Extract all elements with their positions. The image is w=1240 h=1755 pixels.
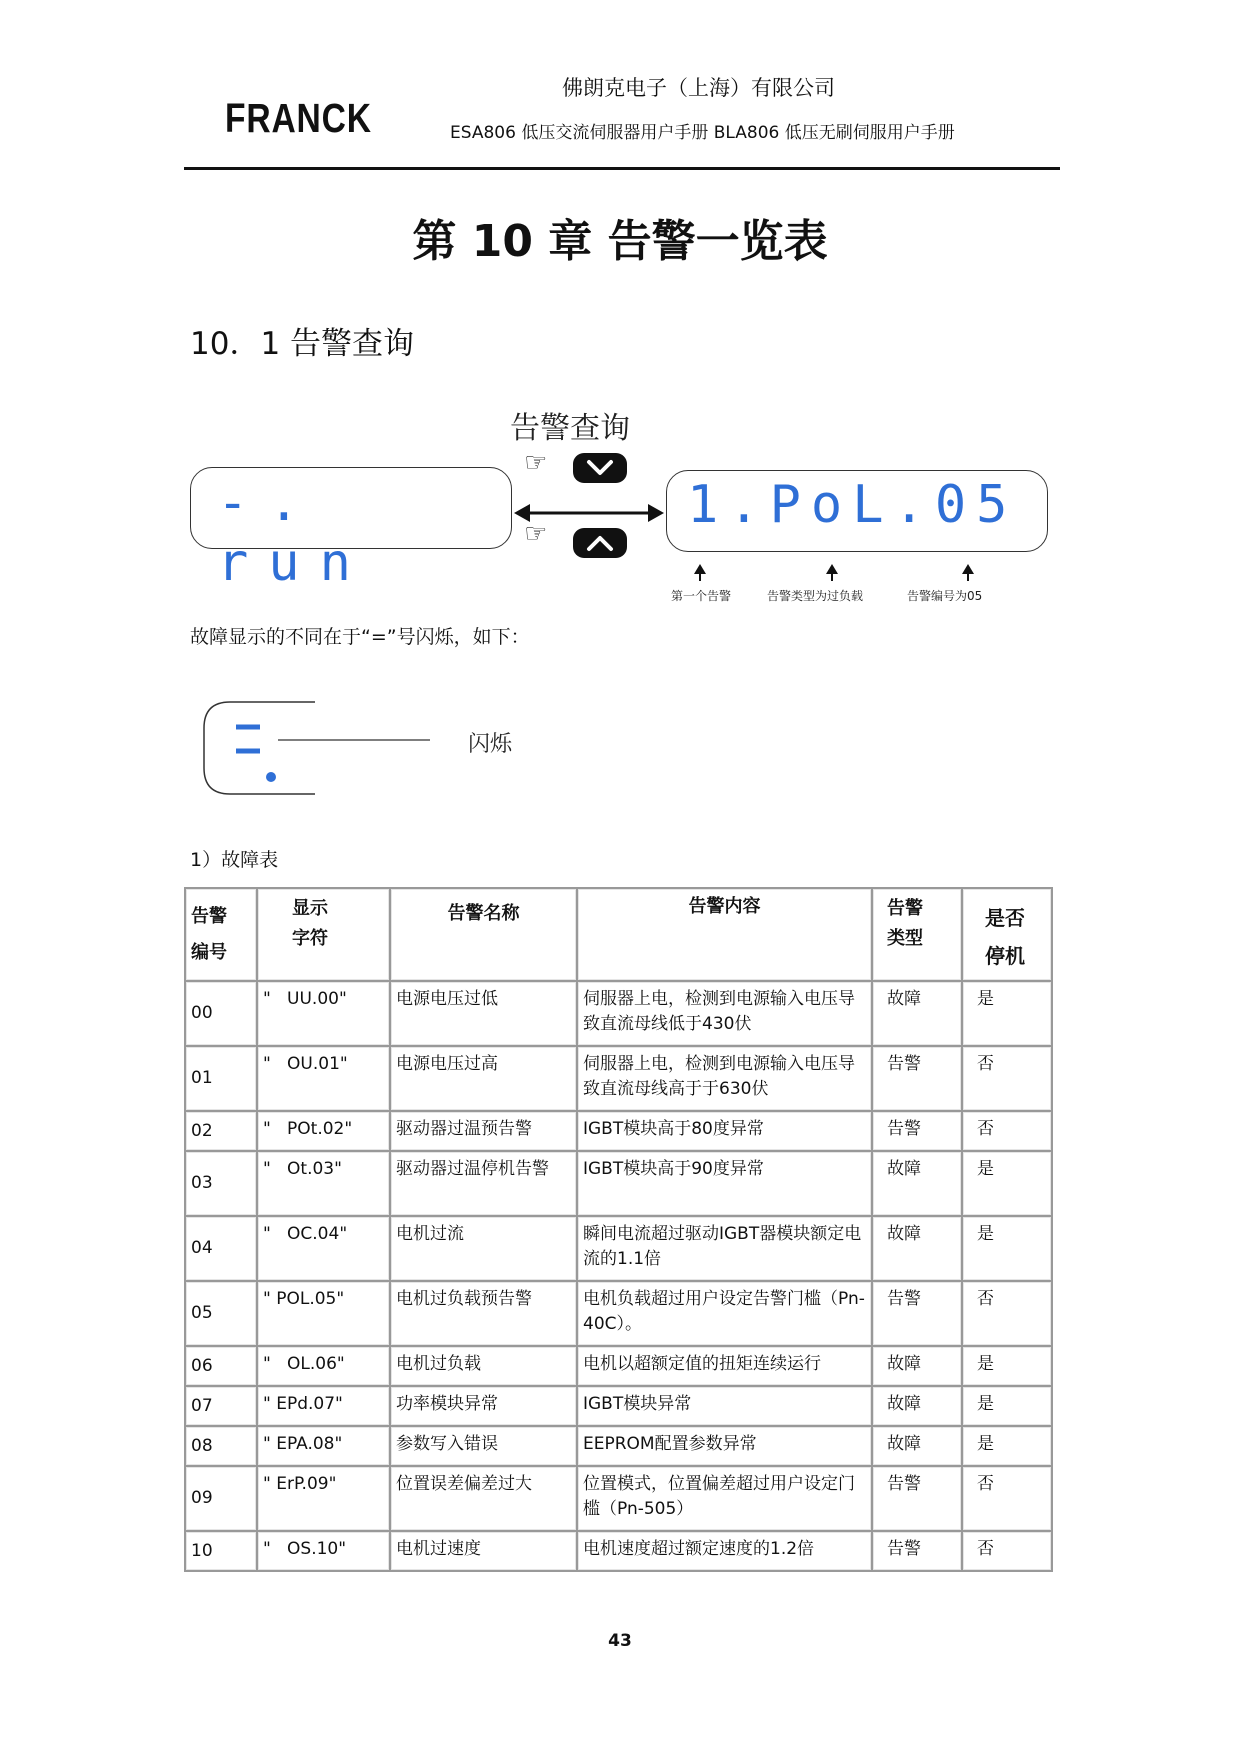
alarm-type-cell: 告警 [872, 1046, 962, 1111]
alarm-number-cell: 06 [185, 1346, 257, 1386]
stop-cell: 是 [962, 1346, 1052, 1386]
alarm-number-cell: 08 [185, 1426, 257, 1466]
right-lcd-text: 1.PoL.05 [687, 475, 1018, 535]
alarm-content-cell: IGBT模块异常 [577, 1386, 872, 1426]
stop-cell: 是 [962, 1216, 1052, 1281]
stop-cell: 否 [962, 1281, 1052, 1346]
alarm-type-cell: 告警 [872, 1531, 962, 1571]
alarm-name-cell: 位置误差偏差过大 [390, 1466, 577, 1531]
stop-cell: 是 [962, 1151, 1052, 1216]
alarm-content-cell: 电机速度超过额定速度的1.2倍 [577, 1531, 872, 1571]
stop-cell: 否 [962, 1466, 1052, 1531]
display-code-cell: " POt.02" [257, 1111, 390, 1151]
blink-label: 闪烁 [468, 732, 513, 757]
alarm-number-cell: 09 [185, 1466, 257, 1531]
stop-cell: 是 [962, 981, 1052, 1046]
display-code-cell: " OS.10" [257, 1531, 390, 1571]
table-row [185, 1386, 1052, 1426]
table-row [185, 1531, 1052, 1571]
alarm-number-cell: 10 [185, 1531, 257, 1571]
alarm-number-cell: 05 [185, 1281, 257, 1346]
right-lcd-display [666, 470, 1048, 552]
alarm-type-cell: 故障 [872, 1151, 962, 1216]
table-row [185, 1426, 1052, 1466]
alarm-name-cell: 电机过负载 [390, 1346, 577, 1386]
alarm-name-cell: 电源电压过高 [390, 1046, 577, 1111]
alarm-content-cell: 伺服器上电，检测到电源输入电压导致直流母线低于430伏 [577, 981, 872, 1046]
header-rule [184, 167, 1060, 170]
franck-logo: FRANCK [225, 95, 372, 141]
alarm-number-cell: 02 [185, 1111, 257, 1151]
up-arrow-icon [962, 564, 974, 574]
alarm-number-cell: 07 [185, 1386, 257, 1426]
double-arrow-icon [512, 501, 666, 525]
alarm-content-cell: 瞬间电流超过驱动IGBT器模块额定电流的1.1倍 [577, 1216, 872, 1281]
fault-display-description: 故障显示的不同在于“=”号闪烁，如下： [190, 626, 530, 648]
header-alarm-type: 告警 类型 [872, 888, 962, 981]
alarm-content-cell: IGBT模块高于90度异常 [577, 1151, 872, 1216]
manual-subtitle: ESA806 低压交流伺服器用户手册 BLA806 低压无刷伺服用户手册 [450, 123, 955, 143]
alarm-number-cell: 01 [185, 1046, 257, 1111]
alarm-type-cell: 故障 [872, 1426, 962, 1466]
alarm-type-cell: 故障 [872, 1386, 962, 1426]
header-alarm-name: 告警名称 [390, 888, 577, 981]
stop-cell: 否 [962, 1531, 1052, 1571]
alarm-name-cell: 功率模块异常 [390, 1386, 577, 1426]
pointing-hand-icon: ☞ [524, 448, 548, 478]
alarm-content-cell: 电机以超额定值的扭矩连续运行 [577, 1346, 872, 1386]
display-code-cell: " ErP.09" [257, 1466, 390, 1531]
section-title: 10．1 告警查询 [190, 326, 415, 362]
stop-cell: 是 [962, 1386, 1052, 1426]
alarm-type-cell: 故障 [872, 981, 962, 1046]
alarm-type-cell: 故障 [872, 1346, 962, 1386]
display-code-cell: " EPA.08" [257, 1426, 390, 1466]
table-row [185, 1111, 1052, 1151]
blink-display-icon [200, 700, 440, 796]
stop-cell: 否 [962, 1111, 1052, 1151]
display-code-cell: " POL.05" [257, 1281, 390, 1346]
stop-cell: 否 [962, 1046, 1052, 1111]
left-lcd-display [190, 467, 512, 593]
alarm-name-cell: 驱动器过温停机告警 [390, 1151, 577, 1216]
chevron-down-button-icon[interactable] [573, 453, 627, 483]
alarm-content-cell: IGBT模块高于80度异常 [577, 1111, 872, 1151]
header-stop: 是否 停机 [962, 888, 1052, 981]
table-row [185, 1216, 1052, 1281]
alarm-name-cell: 电源电压过低 [390, 981, 577, 1046]
chapter-title: 第 10 章 告警一览表 [412, 216, 828, 267]
fault-table-caption: 1）故障表 [190, 849, 279, 871]
annotation-alarm-number: 告警编号为05 [907, 589, 983, 603]
table-row [185, 1281, 1052, 1346]
alarm-type-cell: 故障 [872, 1216, 962, 1281]
annotation-alarm-type: 告警类型为过负载 [767, 589, 864, 603]
alarm-name-cell: 驱动器过温预告警 [390, 1111, 577, 1151]
header-display-chars: 显示 字符 [257, 888, 390, 981]
header-alarm-content: 告警内容 [577, 888, 872, 981]
annotation-first-alarm: 第一个告警 [671, 589, 732, 603]
company-name: 佛朗克电子（上海）有限公司 [562, 76, 835, 100]
chevron-up-button-icon[interactable] [573, 528, 627, 558]
display-code-cell: " EPd.07" [257, 1386, 390, 1426]
table-header-row [185, 888, 1052, 981]
alarm-type-cell: 告警 [872, 1466, 962, 1531]
alarm-content-cell: 电机负载超过用户设定告警门槛（Pn-40C）。 [577, 1281, 872, 1346]
alarm-number-cell: 03 [185, 1151, 257, 1216]
display-code-cell: " OU.01" [257, 1046, 390, 1111]
stop-cell: 是 [962, 1426, 1052, 1466]
table-row [185, 1151, 1052, 1216]
figure-title: 告警查询 [510, 411, 630, 446]
alarm-name-cell: 电机过速度 [390, 1531, 577, 1571]
fault-table [184, 887, 1053, 1572]
table-row [185, 1466, 1052, 1531]
table-row [185, 1046, 1052, 1111]
display-code-cell: " OL.06" [257, 1346, 390, 1386]
pointing-hand-icon: ☞ [524, 519, 548, 549]
alarm-number-cell: 00 [185, 981, 257, 1046]
table-row [185, 981, 1052, 1046]
alarm-content-cell: 位置模式，位置偏差超过用户设定门槛（Pn-505） [577, 1466, 872, 1531]
display-code-cell: " Ot.03" [257, 1151, 390, 1216]
alarm-content-cell: 伺服器上电，检测到电源输入电压导致直流母线高于于630伏 [577, 1046, 872, 1111]
page-number: 43 [608, 1631, 632, 1651]
table-row [185, 1346, 1052, 1386]
alarm-name-cell: 电机过负载预告警 [390, 1281, 577, 1346]
display-code-cell: " OC.04" [257, 1216, 390, 1281]
alarm-number-cell: 04 [185, 1216, 257, 1281]
up-arrow-icon [826, 564, 838, 574]
up-arrow-icon [694, 564, 706, 574]
display-code-cell: " UU.00" [257, 981, 390, 1046]
alarm-type-cell: 告警 [872, 1111, 962, 1151]
left-lcd-text: -. run [217, 473, 371, 593]
header-alarm-number: 告警 编号 [185, 888, 257, 981]
alarm-name-cell: 电机过流 [390, 1216, 577, 1281]
alarm-type-cell: 告警 [872, 1281, 962, 1346]
alarm-name-cell: 参数写入错误 [390, 1426, 577, 1466]
alarm-content-cell: EEPROM配置参数异常 [577, 1426, 872, 1466]
